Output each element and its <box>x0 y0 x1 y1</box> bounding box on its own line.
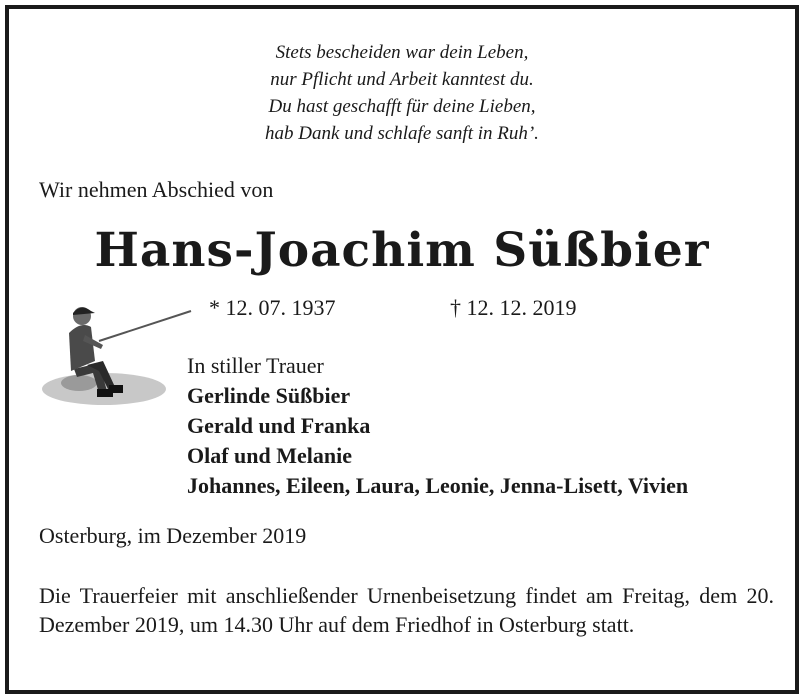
mourner-name: Johannes, Eileen, Laura, Leonie, Jenna-Lisett, Vivien <box>187 473 689 498</box>
memorial-poem <box>9 39 795 147</box>
poem-line: hab Dank und schlafe sanft in Ruh’. <box>265 123 539 144</box>
birth-date: * 12. 07. 1937 <box>209 295 336 320</box>
deceased-name: Hans-Joachim Süßbier <box>94 223 710 278</box>
place-date: Osterburg, im Dezember 2019 <box>39 523 307 548</box>
funeral-service-info: Die Trauerfeier mit anschließender Urnenbeisetzung findet am Freitag, dem 20. Dezember 2019, um 14.30 Uhr auf dem Friedhof in Osterburg statt. <box>39 583 774 637</box>
poem-line: Stets bescheiden war dein Leben, <box>275 42 529 63</box>
mourner-name: Olaf und Melanie <box>187 443 353 468</box>
mourner-name: Gerlinde Süßbier <box>187 383 351 408</box>
mourner-name: Gerald und Franka <box>187 413 371 438</box>
poem-line: Du hast geschafft für deine Lieben, <box>268 96 536 117</box>
poem-line: nur Pflicht und Arbeit kanntest du. <box>270 69 534 90</box>
death-date: † 12. 12. 2019 <box>450 295 577 320</box>
mourners-lead: In stiller Trauer <box>187 353 324 378</box>
farewell-intro: Wir nehmen Abschied von <box>39 177 274 202</box>
fisherman-icon <box>29 291 199 421</box>
mourners-list <box>187 351 688 501</box>
obituary-frame <box>5 5 799 694</box>
